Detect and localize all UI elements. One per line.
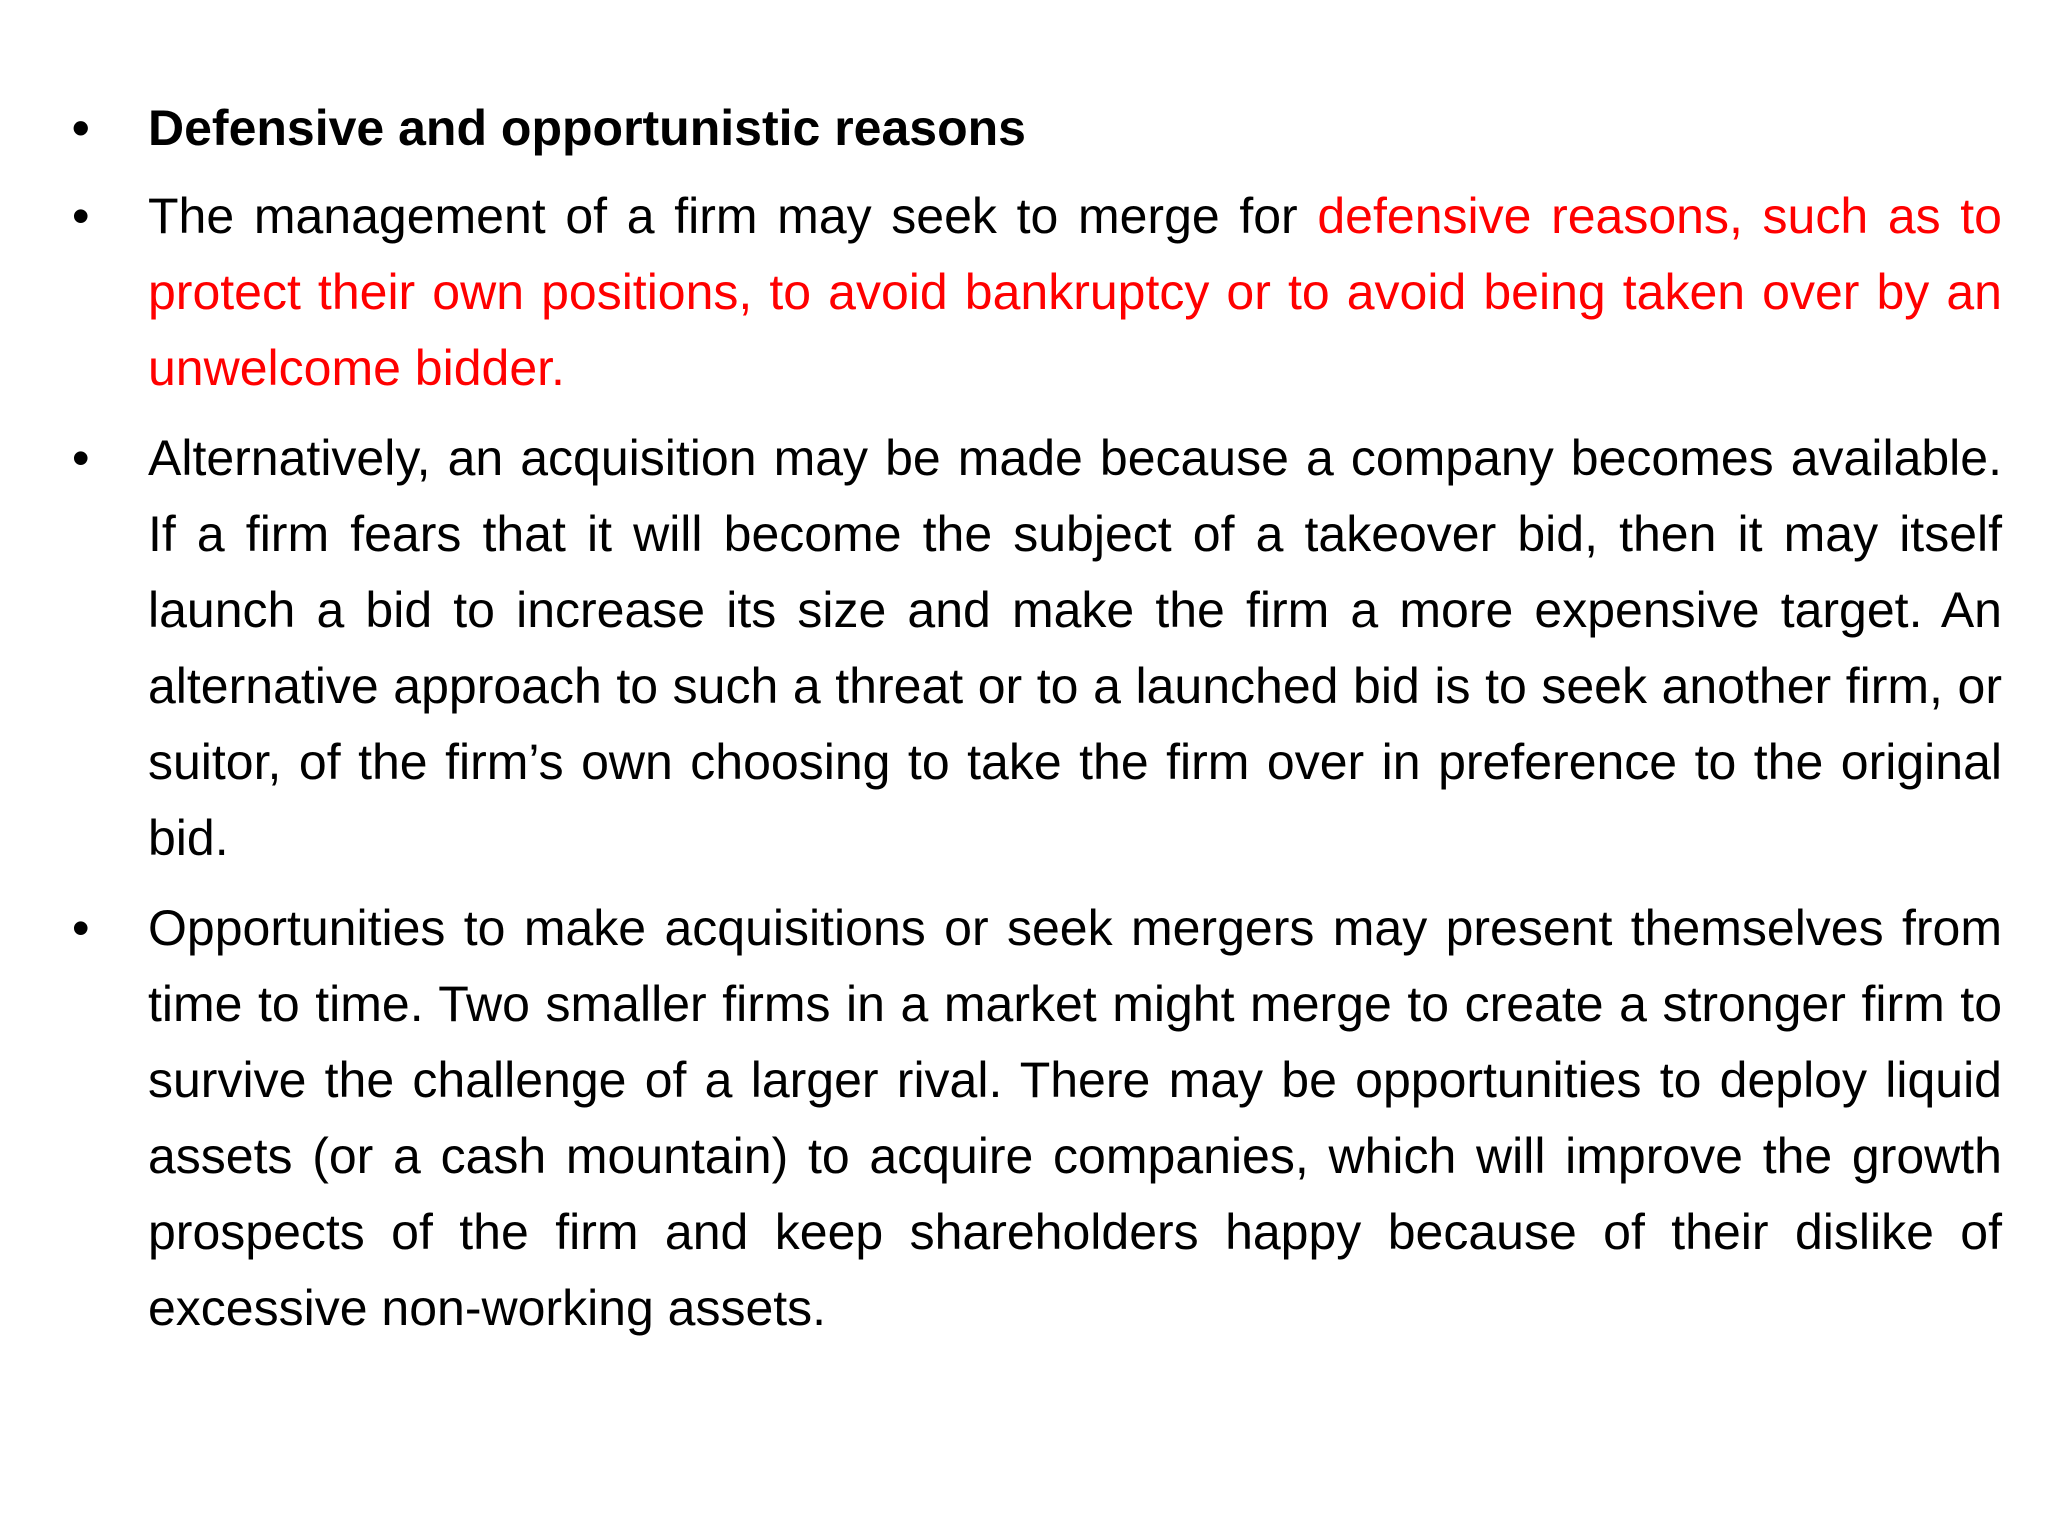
bullet-heading	[72, 90, 2002, 166]
heading-text: Defensive and opportunistic reasons	[148, 100, 1026, 156]
defensive-lead-text: The management of a firm may seek to merge for	[148, 188, 1318, 244]
defensive-highlight-text: defensive reasons, such as to protect their own positions, to avoid bankruptcy or to avoid being taken over by an unwelcome bidder.	[148, 188, 2002, 396]
bullet-dot-icon: •	[72, 430, 90, 486]
bullet-dot-icon: •	[72, 900, 90, 956]
bullet-dot-icon: •	[72, 188, 90, 244]
bullet-dot-icon: •	[72, 100, 90, 156]
bullet-list	[72, 90, 2002, 1360]
bullet-alternatively	[72, 420, 2002, 876]
bullet-opportunities	[72, 890, 2002, 1346]
bullet-defensive	[72, 178, 2002, 406]
opportunities-text: Opportunities to make acquisitions or seek mergers may present themselves from time to time. Two smaller firms in a market might merge to create a stronger firm to survive the challenge of a larger rival. There may be opportunities to deploy liquid assets (or a cash mountain) to acquire companies, which will improve the growth prospects of the firm and keep shareholders happy because of their dislike of excessive non-working assets.	[148, 900, 2002, 1336]
alternatively-text: Alternatively, an acquisition may be made because a company becomes available. If a firm fears that it will become the subject of a takeover bid, then it may itself launch a bid to increase its size and make the firm a more expensive target. An alternative approach to such a threat or to a launched bid is to seek another firm, or suitor, of the firm’s own choosing to take the firm over in preference to the original bid.	[148, 430, 2002, 866]
